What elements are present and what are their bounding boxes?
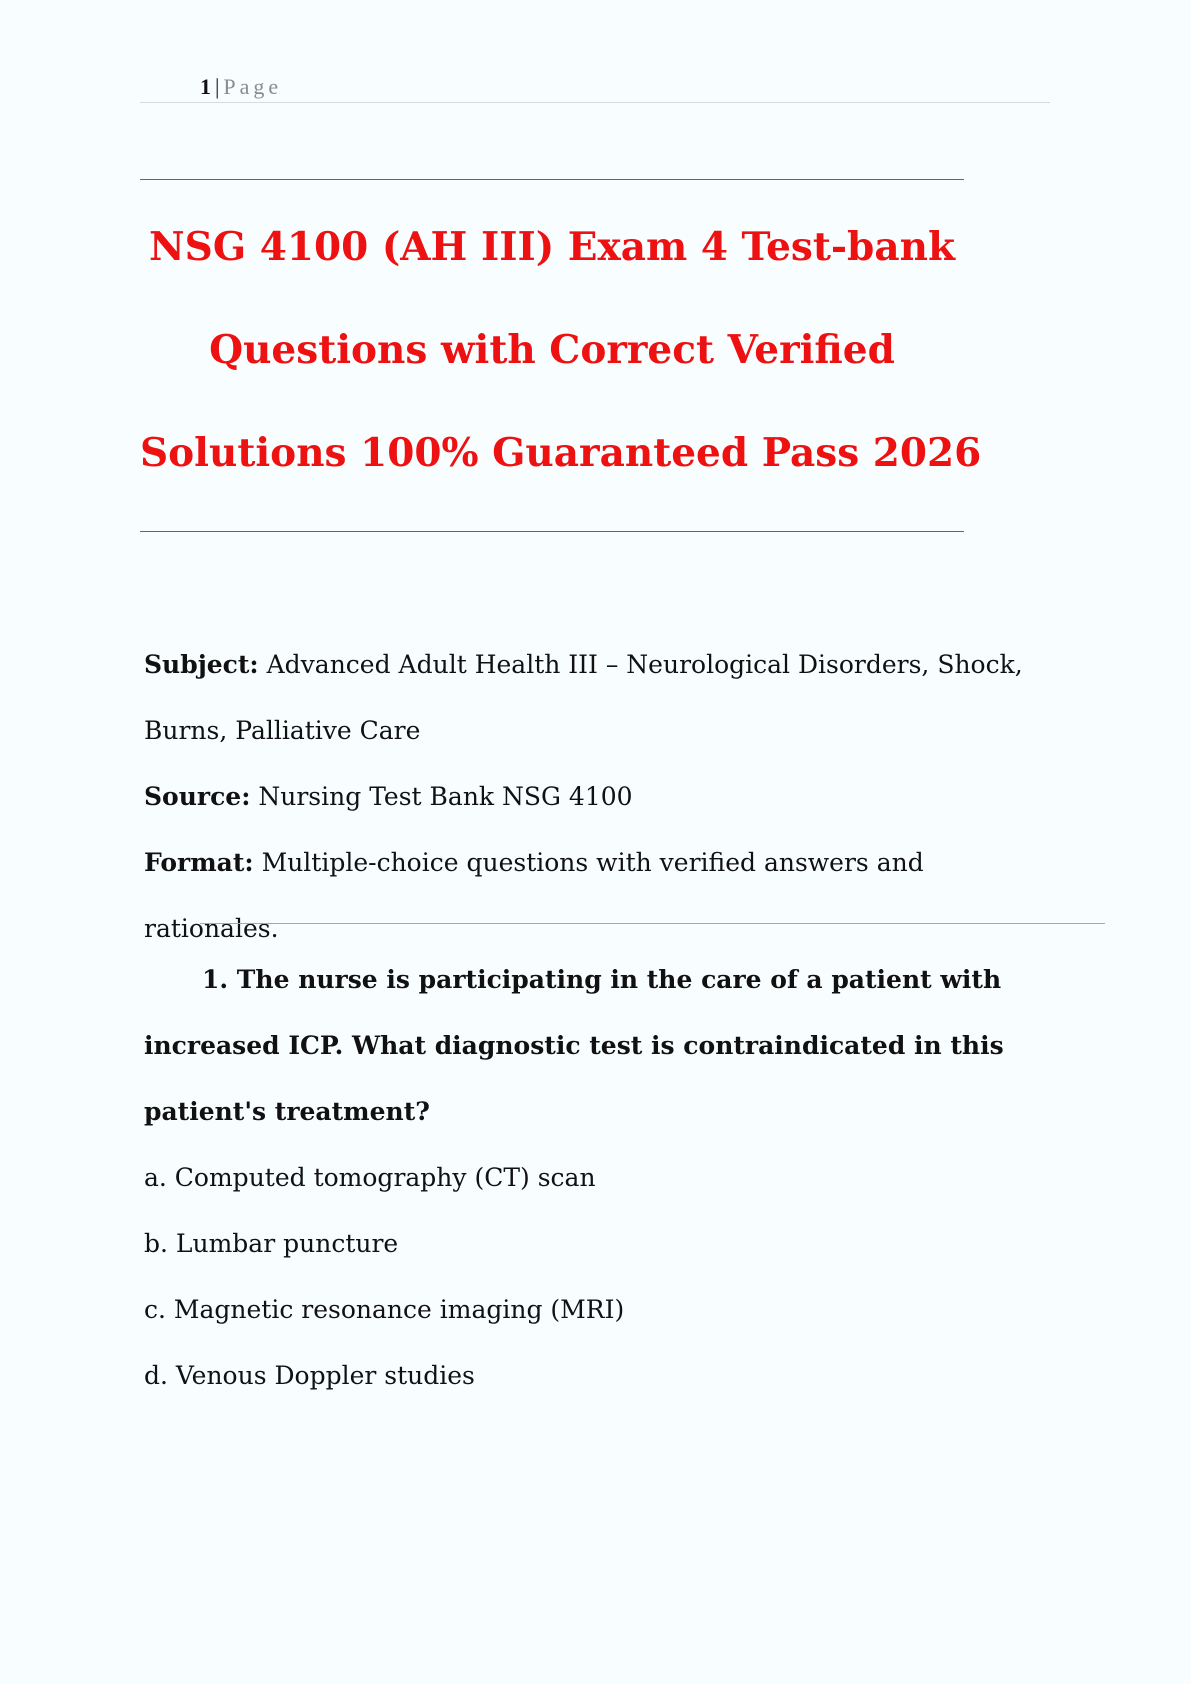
- question-stem: 1. The nurse is participating in the care of a patient with increased ICP. What diagnostic test is contraindicated in this patient's treatment?: [144, 965, 1004, 1126]
- document-title: [140, 196, 982, 505]
- format-value: Multiple-choice questions with verified answers and rationales.: [144, 848, 924, 943]
- source-line: [144, 764, 1064, 830]
- page-header: [140, 70, 1050, 103]
- title-line-1: NSG 4100 (AH III) Exam 4 Test-bank: [149, 224, 955, 270]
- page-number-label: [200, 74, 282, 100]
- source-label: Source:: [144, 782, 251, 811]
- title-bottom-rule: [140, 531, 964, 532]
- format-label: Format:: [144, 848, 254, 877]
- page-number: 1: [200, 74, 211, 99]
- document-metadata: [144, 632, 1064, 962]
- subject-line: [144, 632, 1064, 764]
- source-value: Nursing Test Bank NSG 4100: [250, 782, 633, 811]
- option-a: a. Computed tomography (CT) scan: [144, 1163, 596, 1192]
- title-top-rule: [140, 179, 964, 180]
- section-separator: [200, 923, 1105, 924]
- format-line: [144, 830, 1064, 962]
- title-line-3: Solutions 100% Guaranteed Pass 2026: [140, 430, 982, 476]
- page-word: Page: [223, 74, 283, 99]
- option-b: b. Lumbar puncture: [144, 1229, 399, 1258]
- title-line-2: Questions with Correct Verified: [209, 327, 895, 373]
- option-d: d. Venous Doppler studies: [144, 1361, 475, 1390]
- option-c: c. Magnetic resonance imaging (MRI): [144, 1295, 625, 1324]
- subject-value: Advanced Adult Health III – Neurological Disorders, Shock, Burns, Palliative Care: [144, 650, 1023, 745]
- page-separator: |: [215, 74, 220, 99]
- subject-label: Subject:: [144, 650, 259, 679]
- question-block: [144, 947, 1064, 1409]
